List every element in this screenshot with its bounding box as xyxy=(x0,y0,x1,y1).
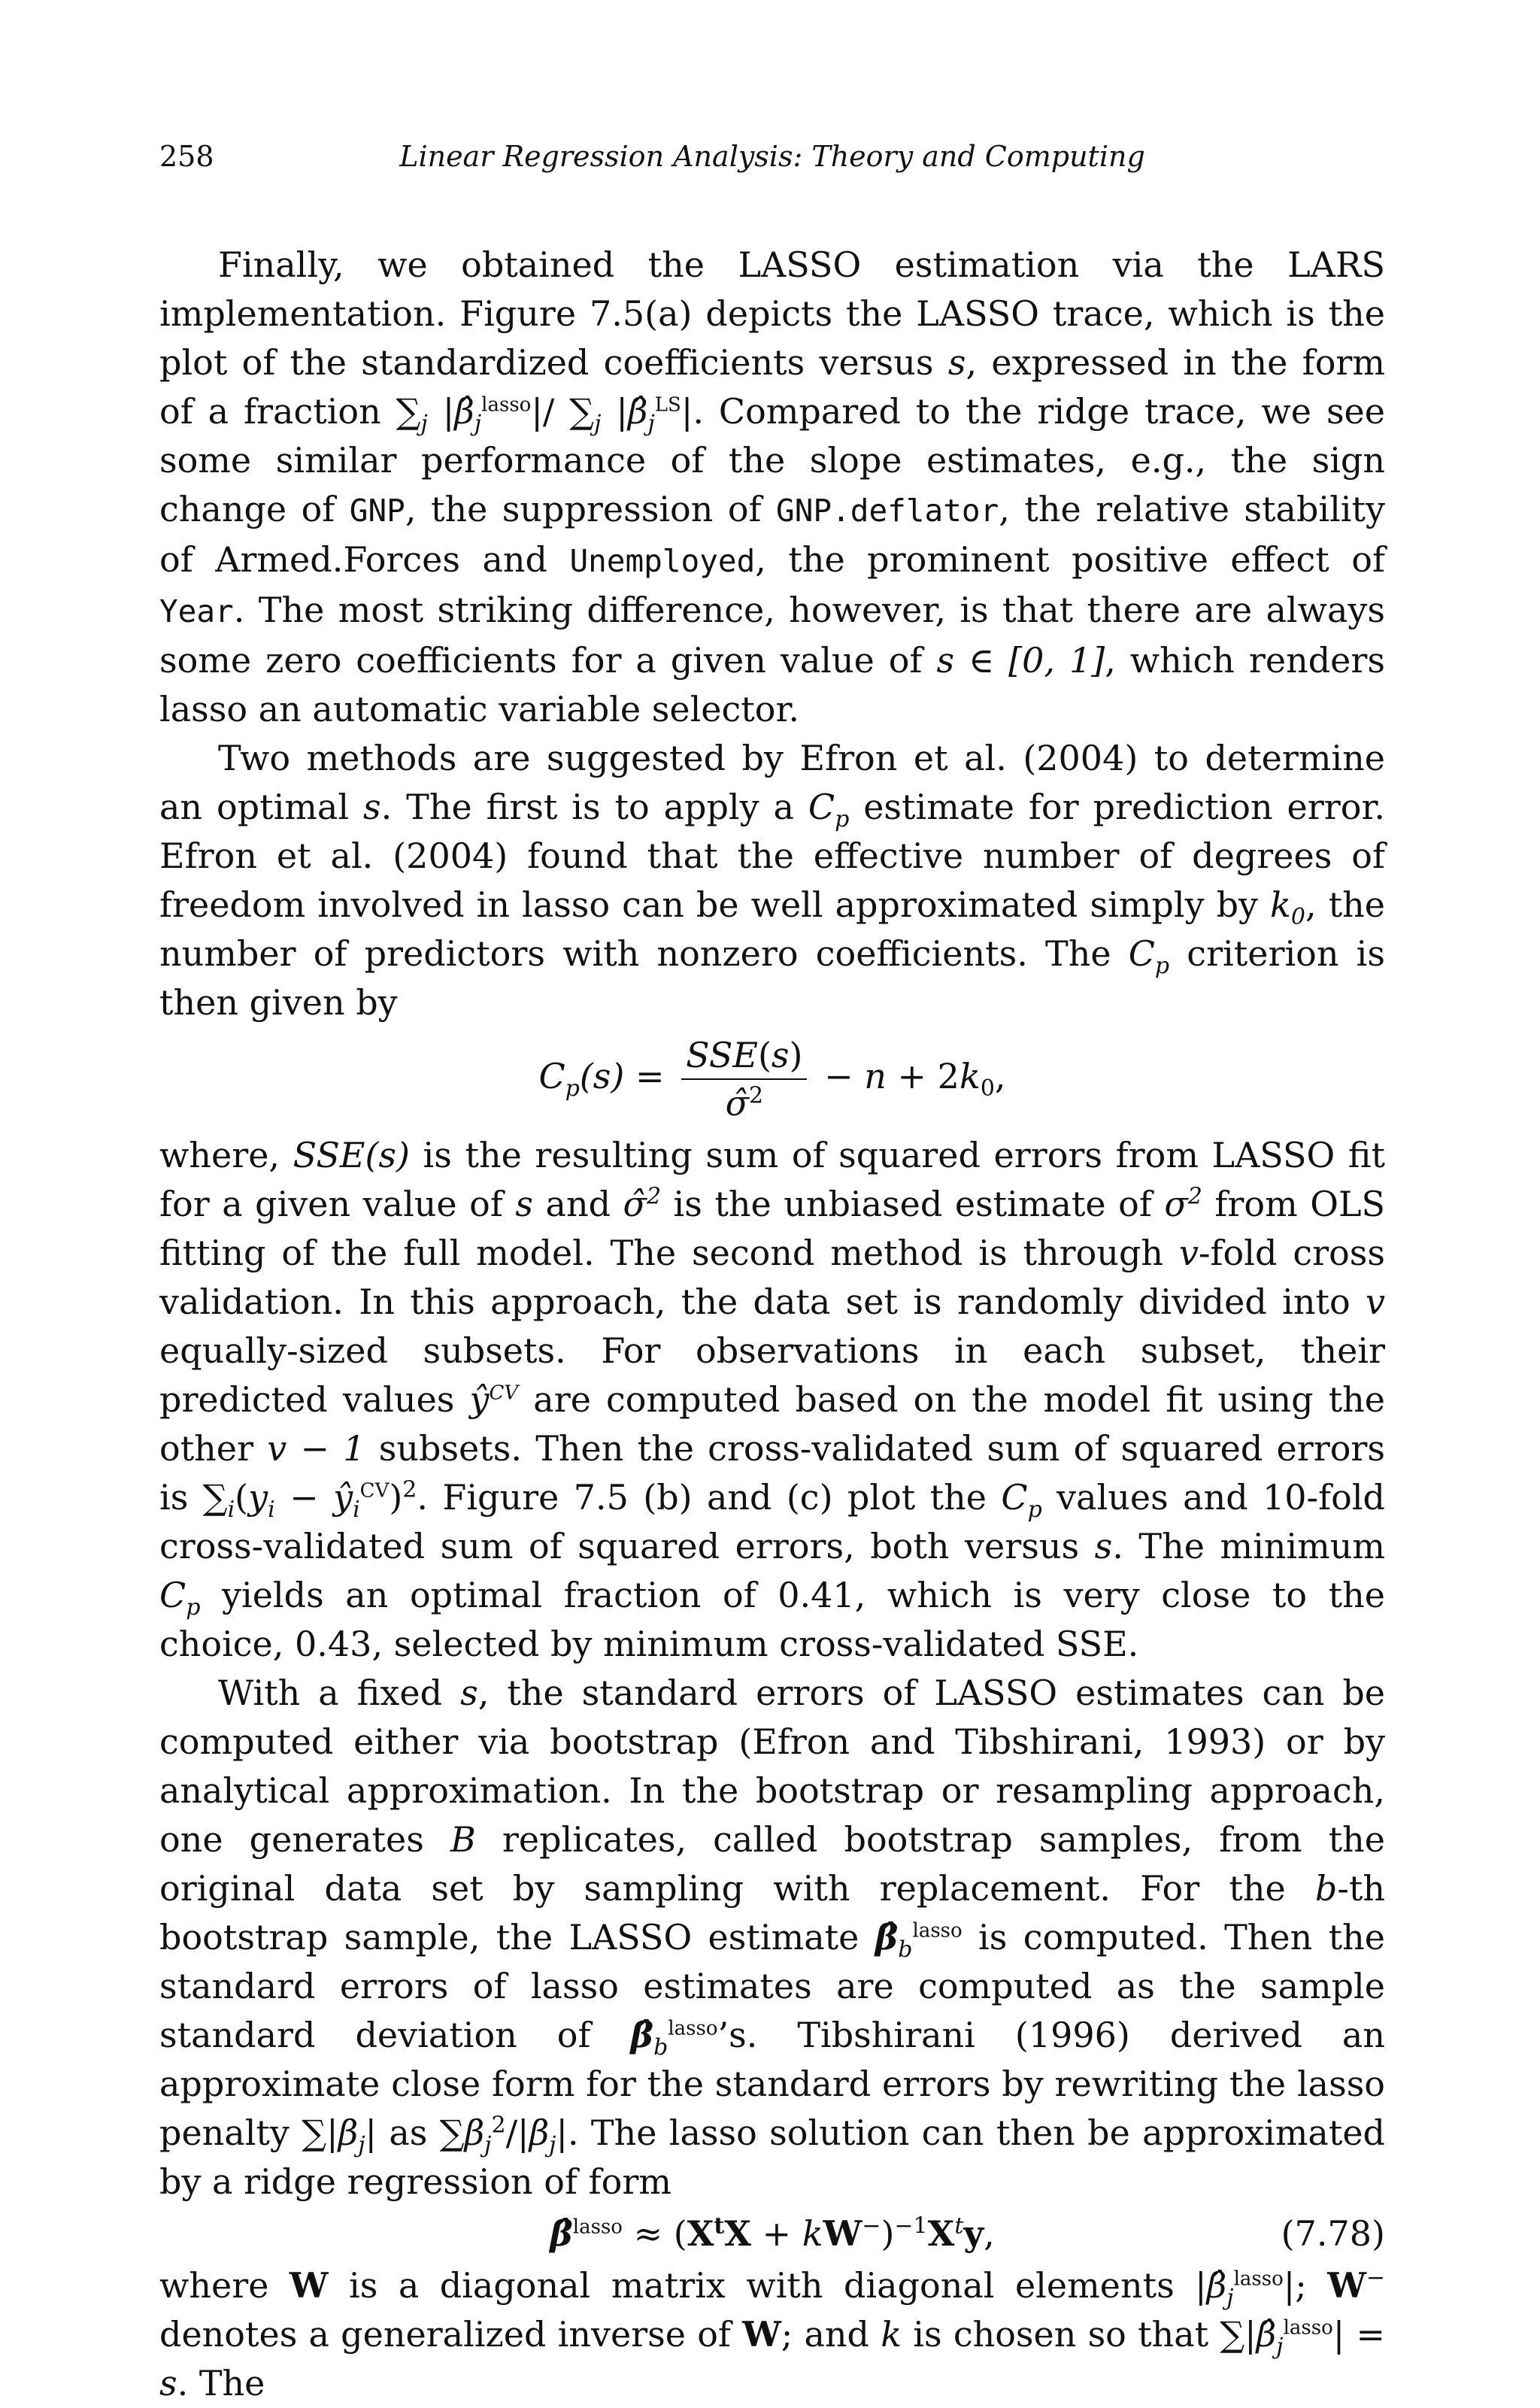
math-abs-beta-sum: $\sum|\beta_j|$ xyxy=(302,2112,377,2159)
paragraph-standard-errors xyxy=(159,1669,1385,2206)
text-run: , the number of predictors with nonzero coefficients. The xyxy=(159,884,1385,974)
paragraph-w-matrix xyxy=(159,2261,1385,2408)
text-run: from OLS fitting of the full model. The second method is through xyxy=(159,1184,1385,1273)
text-run: and xyxy=(533,1184,623,1224)
math-abs-beta-lasso: $|\betâ_j^{lasso}|$ xyxy=(1195,2265,1296,2312)
text-run: . The xyxy=(177,2363,265,2403)
math-cp: $C_p$ xyxy=(1001,1477,1042,1524)
math-sum-abs-beta-lasso: $\sum|\betâ_j^{lasso}|$ xyxy=(1220,2314,1345,2361)
math-v-minus-1: v − 1 xyxy=(267,1428,365,1469)
code-gnp-deflator: GNP.deflator xyxy=(776,493,999,529)
text-run: . The first is to apply a xyxy=(380,787,808,827)
text-run: denotes a generalized inverse of xyxy=(159,2314,743,2355)
code-gnp: GNP xyxy=(349,493,405,529)
text-run: as xyxy=(377,2112,440,2153)
text-run: is the resulting sum of squared errors from LASSO fit for a given value of xyxy=(159,1135,1385,1224)
math-b: b xyxy=(1314,1868,1338,1909)
equation-number: (7.78) xyxy=(1281,2213,1385,2254)
math-beta-b-lasso: $\betâ_b^{lasso}$ xyxy=(630,2015,718,2061)
math-W: W xyxy=(742,2314,781,2355)
text-run: ; and xyxy=(781,2314,881,2355)
text-run: . The lasso solution can then be approximated by a ridge regression of form xyxy=(159,2112,1385,2202)
math-cp: $C_p$ xyxy=(808,787,850,833)
text-run: Two methods are suggested by Efron et al. (2004) to determine an optimal xyxy=(159,738,1385,827)
math-W: W xyxy=(289,2265,329,2306)
paragraph-cross-validation xyxy=(159,1131,1385,1669)
math-sse: SSE(s) xyxy=(293,1135,410,1175)
text-run: , which renders lasso an automatic variable selector. xyxy=(159,640,1385,729)
math-s: s xyxy=(947,342,966,383)
math-B: B xyxy=(450,1819,476,1860)
body-text xyxy=(159,241,1385,2408)
text-run: . Compared to the ridge trace, we see some similar performance of the slope estimates, e.g., the sign change of xyxy=(159,391,1385,529)
text-run: , the prominent positive effect of xyxy=(755,539,1385,580)
equation-cp: $C_p(s)$ = $\frac{\text{SSE(s)}}{\sigmâ^2}$ − $n + 2k_0$, xyxy=(159,1032,1385,1127)
text-run: With a fixed xyxy=(218,1673,461,1713)
text-run: criterion is then given by xyxy=(159,933,1385,1023)
text-run: replicates, called bootstrap samples, from the original data set by sampling with replacement. For the xyxy=(159,1819,1385,1909)
math-fraction-expression: $\sum_j$ $|\betâ_j^{lasso}|/$ $\sum_j$ $|\betâ_j^{LS}|$ xyxy=(396,391,693,438)
math-y-hat-cv: $ŷ^{CV}$ xyxy=(469,1379,519,1420)
text-run: subsets. Then the cross-validated sum of squared errors is xyxy=(159,1428,1386,1518)
equation-body: β̂$^{lasso}$ ≈ $(X^tX + kW^-)^{-1}X^ty$, xyxy=(550,2212,995,2254)
code-unemployed: Unemployed xyxy=(569,543,756,579)
math-beta-sq-ratio: $\sum\beta_j^2/|\beta_j|$ xyxy=(439,2112,568,2159)
text-run: where, xyxy=(159,1135,293,1175)
text-run: . The most striking difference, however, is that there are always some zero coefficients for a given value of xyxy=(159,590,1385,681)
math-s: s xyxy=(460,1673,478,1713)
math-sigma-hat-sq: σ̂$^2$ xyxy=(623,1183,662,1224)
math-cp: $C_p$ xyxy=(1128,933,1170,980)
equation-7-78 xyxy=(159,2209,1385,2258)
text-run: ; xyxy=(1295,2265,1328,2306)
math-cv-sum: $\sum_i(y_i$ − $ŷ_i^{CV})^2$ xyxy=(202,1476,417,1524)
text-run: . The minimum xyxy=(1112,1526,1385,1566)
text-run: is chosen so that xyxy=(902,2314,1220,2355)
text-run: , the standard errors of LASSO estimates can be computed either via bootstrap (Efron and Tibshirani, 1993) or by analytical approximation. In the bootstrap or resampling approach, one generates xyxy=(159,1673,1386,1860)
math-k: k xyxy=(881,2314,902,2355)
math-s-interval: s ∈ [0, 1] xyxy=(936,640,1105,681)
running-head xyxy=(159,140,1385,185)
text-run: -fold cross validation. In this approach, the data set is randomly divided into xyxy=(159,1233,1385,1322)
text-run: = xyxy=(1344,2314,1385,2355)
text-run: equally-sized subsets. For observations in each subset, their predicted values xyxy=(159,1330,1385,1420)
text-run: is a diagonal matrix with diagonal elements xyxy=(328,2265,1196,2306)
math-W-minus: W− xyxy=(1327,2264,1385,2306)
paragraph-cp-criterion xyxy=(159,734,1385,1027)
paragraph-lasso-trace xyxy=(159,241,1385,734)
math-beta-b-lasso: $\betâ_b^{lasso}$ xyxy=(875,1917,962,1964)
math-s: s xyxy=(515,1184,533,1224)
text-run: , the relative stability of Armed.Forces and xyxy=(159,489,1385,580)
text-run: . Figure 7.5 (b) and (c) plot the xyxy=(417,1477,1002,1518)
text-run: is computed. Then the standard errors of lasso estimates are computed as the sample standard deviation of xyxy=(159,1917,1385,2055)
math-cp: $C_p$ xyxy=(159,1575,201,1621)
text-run: where xyxy=(159,2265,290,2306)
text-run: -th bootstrap sample, the LASSO estimate xyxy=(159,1868,1385,1958)
math-s: s xyxy=(362,787,381,827)
page-number: 258 xyxy=(159,140,214,173)
text-run: are computed based on the model fit using the other xyxy=(159,1379,1385,1469)
text-run: , expressed in the form of a fraction xyxy=(159,342,1385,432)
code-year: Year xyxy=(159,593,234,629)
text-run: , the suppression of xyxy=(405,489,777,529)
text-run: is the unbiased estimate of xyxy=(661,1184,1165,1224)
text-run: yields an optimal fraction of 0.41, which is very close to the choice, 0.43, selected by minimum cross-validated SSE. xyxy=(159,1575,1385,1664)
math-v: v xyxy=(1178,1233,1199,1273)
math-sigma-sq: $\sigma^2$ xyxy=(1164,1183,1202,1224)
math-v: v xyxy=(1366,1281,1385,1322)
math-k0: $k_0$ xyxy=(1270,884,1306,931)
text-run: estimate for prediction error. Efron et al. (2004) found that the effective number of degrees of freedom involved in lasso can be well approximated simply by xyxy=(159,787,1386,925)
text-run: Finally, we obtained the LASSO estimation via the LARS implementation. Figure 7.5(a) depicts the LASSO trace, which is the plot of the standardized coefficients versus xyxy=(159,244,1385,383)
math-s: s xyxy=(1094,1526,1113,1566)
text-run: ’s. Tibshirani (1996) derived an approximate close form for the standard errors by rewriting the lasso penalty xyxy=(159,2015,1385,2153)
equation-fraction: $\frac{\text{SSE(s)}}{\sigmâ^2}$ xyxy=(681,1032,807,1127)
text-run: values and 10-fold cross-validated sum of squared errors, both versus xyxy=(159,1477,1385,1566)
math-s: s xyxy=(159,2363,177,2403)
running-title: Linear Regression Analysis: Theory and Computing xyxy=(399,140,1145,173)
